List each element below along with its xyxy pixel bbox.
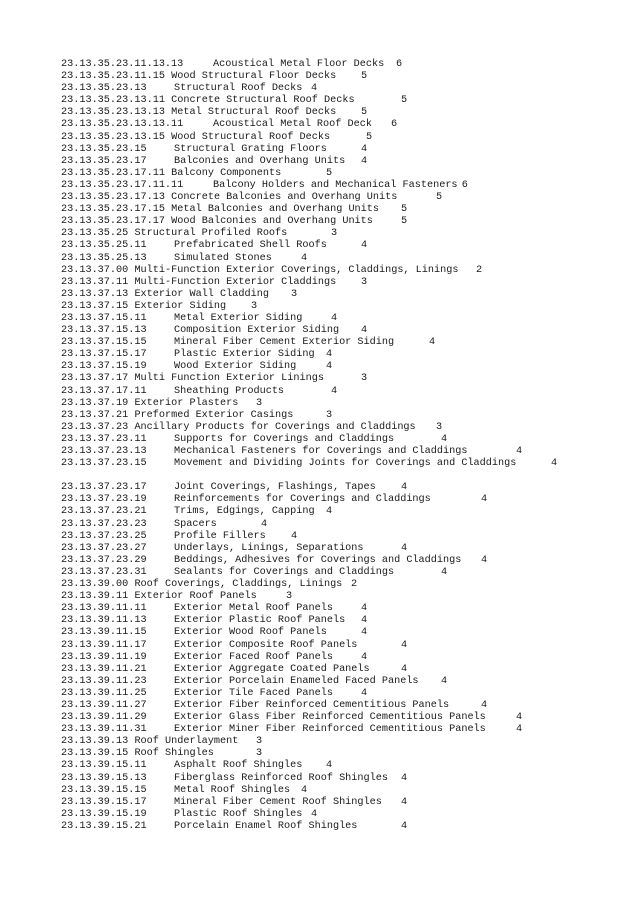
entry-code: 23.13.39.15.11 [61,760,147,772]
entry-title: Porcelain Enamel Roof Shingles [174,820,358,832]
entry-title: Metal Balconies and Overhang Units [171,204,380,216]
entry-level: 4 [361,603,368,615]
entry-level: 5 [401,216,408,228]
entry-title: Beddings, Adhesives for Coverings and Claddings [174,554,462,566]
entry-title: Exterior Siding [134,300,227,312]
entry-code: 23.13.37.23.15 [61,458,147,470]
entry-code: 23.13.35.23.13 [61,83,147,95]
entry-title: Concrete Structural Roof Decks [171,95,355,107]
entry-level: 4 [551,458,558,470]
entry-title: Exterior Tile Faced Panels [174,687,333,699]
entry-level: 5 [366,131,373,143]
entry-level: 4 [441,675,448,687]
entry-code: 23.13.35.25.11 [61,240,147,252]
entry-title: Mechanical Fasteners for Coverings and Claddings [174,446,468,457]
entry-level: 4 [516,446,523,457]
entry-title: Concrete Balconies and Overhang Units [171,192,398,204]
entry-code: 23.13.39.11.31 [61,724,147,736]
entry-title: Profile Fillers [174,530,266,542]
entry-title: Roof Coverings, Claddings, Linings [134,579,343,591]
entry-title: Acoustical Metal Floor Decks [213,59,385,70]
entry-level: 6 [396,59,403,70]
entry-title: Multi-Function Exterior Coverings, Claddings, Linings [134,264,459,276]
entry-code: 23.13.39.11.21 [61,663,147,675]
entry-level: 4 [326,760,333,772]
entry-code: 23.13.35.23.13.15 [61,131,165,143]
entry-level: 3 [256,397,263,409]
entry-code: 23.13.39.15.13 [61,772,147,784]
entry-code: 23.13.37.15 [61,300,129,312]
entry-title: Mineral Fiber Cement Roof Shingles [174,796,382,808]
entry-code: 23.13.39.15.17 [61,796,147,808]
entry-title: Balcony Holders and Mechanical Fasteners [213,179,458,191]
entry-level: 4 [331,312,338,324]
entry-title: Exterior Fiber Reinforced Cementitious Panels [174,699,450,711]
entry-level: 4 [401,663,408,675]
entry-level: 2 [351,579,358,591]
entry-code: 23.13.39.11.15 [61,627,147,639]
entry-code: 23.13.39.15.15 [61,784,147,796]
entry-title: Exterior Metal Roof Panels [174,603,333,615]
entry-title: Acoustical Metal Roof Deck [213,119,372,131]
entry-level: 4 [301,252,308,264]
entry-level: 4 [429,337,436,349]
entry-level: 4 [311,808,318,820]
entry-code: 23.13.37.15.17 [61,349,147,361]
entry-title: Exterior Miner Fiber Reinforced Cementitious Panels [174,724,486,736]
entry-title: Metal Structural Roof Decks [171,107,337,119]
entry-title: Wood Structural Floor Decks [171,71,337,83]
entry-level: 3 [331,228,338,240]
entry-level: 4 [326,506,333,518]
entry-code: 23.13.37.23.13 [61,446,147,457]
entry-title: Exterior Aggregate Coated Panels [174,663,370,675]
entry-level: 4 [401,639,408,651]
entry-level: 4 [326,349,333,361]
entry-code: 23.13.37.23.25 [61,530,147,542]
entry-title: Structural Roof Decks [174,83,303,95]
entry-code: 23.13.39.15 [61,748,129,760]
entry-code: 23.13.37.23.29 [61,554,147,566]
entry-code: 23.13.39.15.19 [61,808,147,820]
entry-code: 23.13.35.23.11.15 [61,71,165,83]
entry-title: Balcony Components [171,167,282,179]
entry-title: Preformed Exterior Casings [134,409,294,421]
entry-code: 23.13.37.17 [61,373,129,385]
entry-level: 3 [361,373,368,385]
entry-code: 23.13.37.23.31 [61,566,147,578]
entry-level: 3 [256,748,263,760]
entry-title: Trims, Edgings, Capping [174,506,315,518]
entry-title: Plastic Roof Shingles [174,808,303,820]
entry-title: Metal Exterior Siding [174,312,303,324]
entry-code: 23.13.39.11.25 [61,687,147,699]
entry-level: 5 [436,192,443,204]
entry-level: 4 [361,615,368,627]
entry-title: Sealants for Coverings and Claddings [174,566,395,578]
entry-level: 3 [256,736,263,748]
entry-level: 3 [291,288,298,300]
entry-level: 3 [286,591,293,603]
entry-title: Underlays, Linings, Separations [174,542,364,554]
entry-code: 23.13.35.25 [61,228,129,240]
entry-code: 23.13.37.15.15 [61,337,147,349]
entry-code: 23.13.37.23.17 [61,482,147,494]
entry-code: 23.13.35.23.17.13 [61,192,165,204]
entry-code: 23.13.37.23.27 [61,542,147,554]
entry-title: Wood Balconies and Overhang Units [171,216,373,228]
entry-title: Sheathing Products [174,385,285,397]
entry-level: 5 [361,71,368,83]
entry-title: Balconies and Overhang Units [174,155,346,167]
entry-title: Simulated Stones [174,252,272,264]
entry-title: Spacers [174,518,217,530]
entry-code: 23.13.39.11.19 [61,651,147,663]
entry-level: 4 [291,530,298,542]
entry-level: 4 [401,482,408,494]
entry-level: 4 [516,724,523,736]
entry-level: 4 [441,433,448,445]
entry-title: Exterior Plasters [134,397,239,409]
entry-code: 23.13.39.11.13 [61,615,147,627]
entry-level: 5 [401,204,408,216]
entry-title: Exterior Glass Fiber Reinforced Cementitious Panels [174,712,486,724]
entry-title: Asphalt Roof Shingles [174,760,303,772]
entry-level: 4 [481,554,488,566]
entry-level: 2 [476,264,483,276]
entry-code: 23.13.35.23.17.17 [61,216,165,228]
entry-code: 23.13.37.11 [61,276,129,288]
entry-code: 23.13.39.13 [61,736,129,748]
entry-level: 4 [361,325,368,337]
entry-level: 3 [326,409,333,421]
entry-code: 23.13.37.19 [61,397,129,409]
entry-code: 23.13.37.13 [61,288,129,300]
entry-title: Wood Exterior Siding [174,361,297,373]
entry-title: Exterior Composite Roof Panels [174,639,358,651]
entry-level: 4 [326,361,333,373]
entry-level: 4 [401,796,408,808]
entry-level: 5 [401,95,408,107]
entry-level: 4 [361,627,368,639]
entry-level: 4 [361,155,368,167]
entry-level: 4 [361,143,368,155]
entry-title: Exterior Roof Panels [134,591,257,603]
entry-code: 23.13.35.23.13.11 [61,95,165,107]
entry-code: 23.13.39.11.29 [61,712,147,724]
entry-code: 23.13.35.23.15 [61,143,147,155]
entry-code: 23.13.37.21 [61,409,129,421]
entry-title: Exterior Wall Cladding [134,288,269,300]
entry-title: Structural Grating Floors [174,143,327,155]
entry-title: Fiberglass Reinforced Roof Shingles [174,772,388,784]
entry-title: Plastic Exterior Siding [174,349,315,361]
entry-code: 23.13.39.11.23 [61,675,147,687]
entry-title: Exterior Faced Roof Panels [174,651,333,663]
entry-code: 23.13.37.23.11 [61,433,147,445]
entry-code: 23.13.35.23.17.15 [61,204,165,216]
entry-level: 4 [516,712,523,724]
entry-code: 23.13.39.11.17 [61,639,147,651]
entry-level: 6 [461,179,468,191]
entry-title: Metal Roof Shingles [174,784,291,796]
entry-code: 23.13.37.17.11 [61,385,147,397]
entry-level: 4 [401,820,408,832]
entry-title: Exterior Wood Roof Panels [174,627,327,639]
entry-level: 3 [361,276,368,288]
entry-code: 23.13.37.00 [61,264,129,276]
entry-code: 23.13.39.11.27 [61,699,147,711]
entry-level: 3 [251,300,258,312]
entry-code: 23.13.37.23 [61,421,129,433]
entry-level: 6 [391,119,398,131]
entry-title: Prefabricated Shell Roofs [174,240,327,252]
entry-level: 4 [361,687,368,699]
entry-code: 23.13.35.23.13.13 [61,107,165,119]
entry-level: 4 [361,240,368,252]
entry-title: Joint Coverings, Flashings, Tapes [174,482,376,494]
entry-level: 4 [261,518,268,530]
entry-code: 23.13.37.23.19 [61,494,147,506]
entry-level: 4 [481,699,488,711]
entry-code: 23.13.35.23.17.11.11 [61,179,184,191]
entry-code: 23.13.35.23.11.13.13 [61,59,184,70]
entry-title: Multi Function Exterior Linings [134,373,324,385]
entry-code: 23.13.37.23.21 [61,506,147,518]
entry-level: 4 [401,542,408,554]
entry-code: 23.13.35.23.17 [61,155,147,167]
entry-title: Supports for Coverings and Claddings [174,433,395,445]
entry-level: 4 [401,772,408,784]
entry-level: 4 [331,385,338,397]
entry-code: 23.13.35.23.13.13.11 [61,119,184,131]
entry-level: 4 [311,83,318,95]
entry-code: 23.13.35.23.17.11 [61,167,165,179]
entry-title: Exterior Plastic Roof Panels [174,615,346,627]
entry-code: 23.13.37.15.11 [61,312,147,324]
entry-code: 23.13.35.25.13 [61,252,147,264]
entry-title: Ancillary Products for Coverings and Claddings [134,421,416,433]
entry-code: 23.13.37.23.23 [61,518,147,530]
entry-code: 23.13.39.15.21 [61,820,147,832]
entry-level: 4 [481,494,488,506]
entry-title: Reinforcements for Coverings and Claddings [174,494,431,506]
entry-title: Composition Exterior Siding [174,325,340,337]
entry-code: 23.13.39.00 [61,579,129,591]
entry-code: 23.13.39.11.11 [61,603,147,615]
entry-level: 4 [301,784,308,796]
entry-title: Structural Profiled Roofs [134,228,288,240]
entry-code: 23.13.37.15.13 [61,325,147,337]
entry-title: Roof Underlayment [134,736,239,748]
entry-title: Multi-Function Exterior Claddings [134,276,337,288]
entry-code: 23.13.37.15.19 [61,361,147,373]
entry-level: 5 [326,167,333,179]
entry-title: Wood Structural Roof Decks [171,131,331,143]
entry-code: 23.13.39.11 [61,591,129,603]
entry-level: 4 [441,566,448,578]
entry-level: 3 [436,421,443,433]
entry-title: Exterior Porcelain Enameled Faced Panels [174,675,419,687]
entry-title: Roof Shingles [134,748,214,760]
entry-level: 4 [361,651,368,663]
entry-level: 5 [361,107,368,119]
entry-title: Mineral Fiber Cement Exterior Siding [174,337,395,349]
entry-title: Movement and Dividing Joints for Coverings and Claddings [174,458,517,470]
